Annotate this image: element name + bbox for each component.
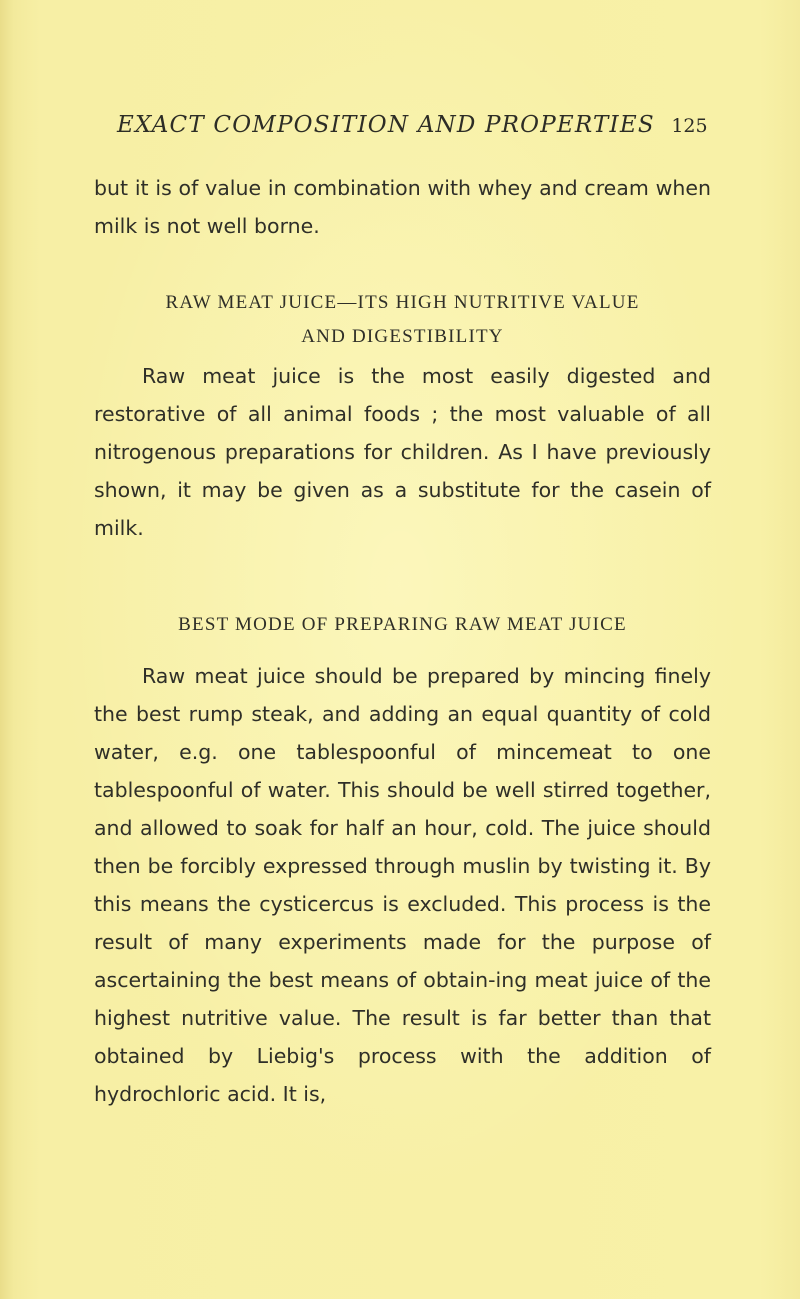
paragraph-raw-meat-juice	[94, 357, 711, 547]
section-heading-line: AND DIGESTIBILITY	[301, 326, 504, 347]
running-head	[117, 112, 717, 138]
paragraph-text: Raw meat juice is the most easily digested and restorative of all animal foods ; the most valuable of all nitrogenous preparations for children. As I have previously shown, it may be given as a substitute for the casein of milk.	[94, 364, 711, 540]
paragraph-text: Raw meat juice should be prepared by mincing finely the best rump steak, and adding an equal quantity of cold water, e.g. one tablespoonful of mincemeat to one tablespoonful of water. This should be well stirred together, and allowed to soak for half an hour, cold. The juice should then be forcibly expressed through muslin by twisting it. By this means the cysticercus is excluded. This process is the result of many experiments made for the purpose of ascertaining the best means of obtain-ing meat juice of the highest nutritive value. The result is far better than that obtained by Liebig's process with the addition of hydrochloric acid. It is,	[94, 664, 711, 1106]
section-heading-best-mode	[94, 608, 711, 642]
section-heading-raw-meat-juice	[94, 286, 711, 354]
page-number: 125	[671, 115, 708, 137]
paragraph-continuation	[94, 169, 711, 245]
section-heading-line: BEST MODE OF PREPARING RAW MEAT JUICE	[178, 614, 627, 635]
paragraph-text: but it is of value in combination with whey and cream when milk is not well borne.	[94, 176, 711, 238]
running-head-title: EXACT COMPOSITION AND PROPERTIES	[117, 112, 655, 138]
section-heading-line: RAW MEAT JUICE—ITS HIGH NUTRITIVE VALUE	[165, 292, 640, 313]
paragraph-preparation	[94, 657, 711, 1113]
